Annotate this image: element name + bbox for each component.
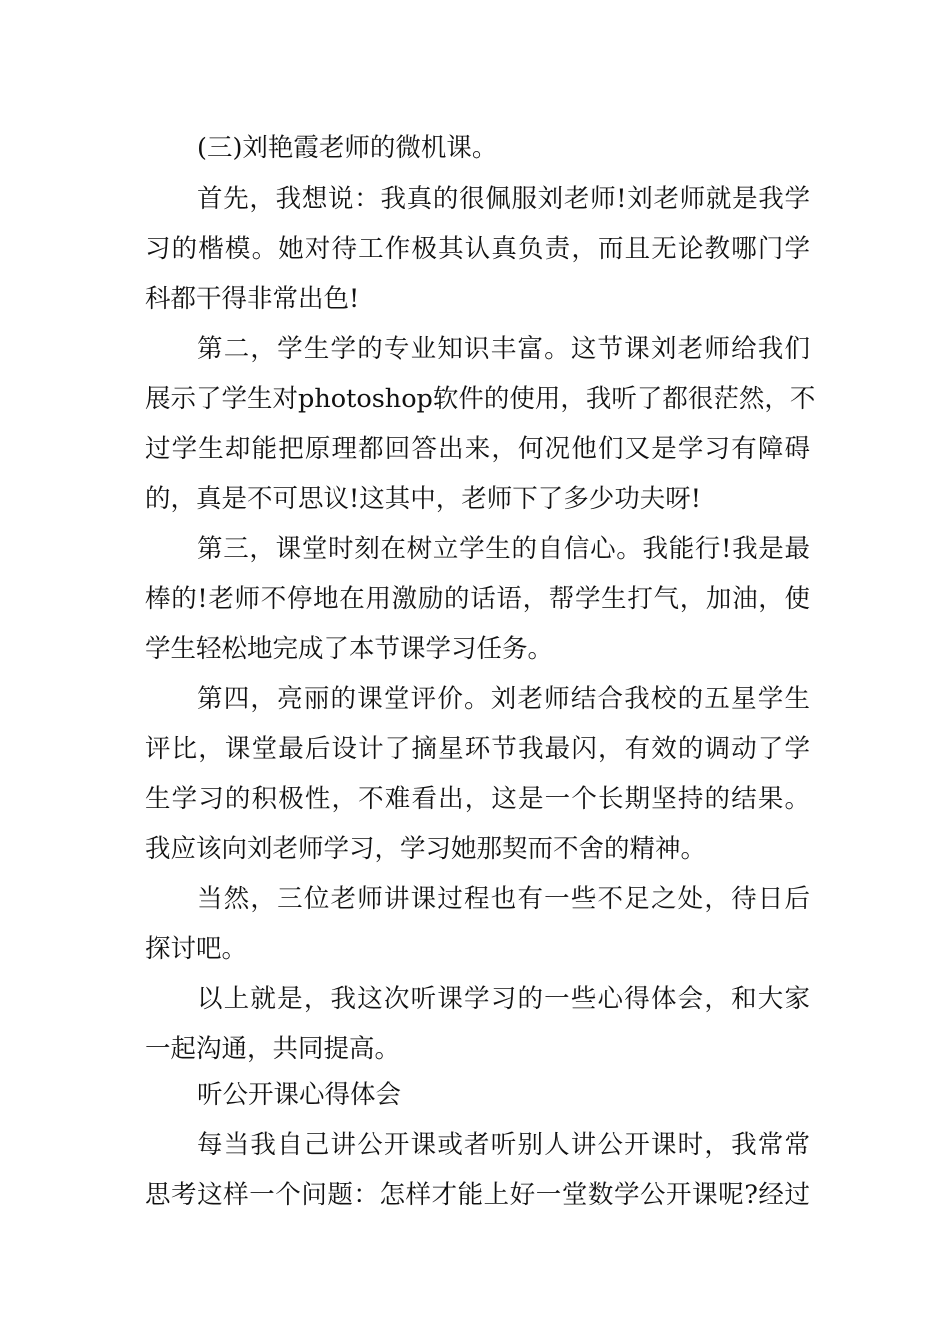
paragraph-line: 展示了学生对photoshop软件的使用，我听了都很茫然，不 [145, 384, 816, 414]
paragraph-line: 思考这样一个问题：怎样才能上好一堂数学公开课呢?经过 [145, 1180, 810, 1210]
paragraph-line: 生学习的积极性，不难看出，这是一个长期坚持的结果。 [145, 784, 810, 814]
paragraph-line: 首先，我想说：我真的很佩服刘老师!刘老师就是我学 [197, 184, 810, 214]
paragraph-line: 过学生却能把原理都回答出来，何况他们又是学习有障碍 [145, 434, 810, 464]
paragraph-line: 第三，课堂时刻在树立学生的自信心。我能行!我是最 [197, 534, 810, 564]
paragraph-line: 的，真是不可思议!这其中，老师下了多少功夫呀! [145, 484, 701, 514]
paragraph-line: 探讨吧。 [145, 934, 248, 964]
paragraph-line: 第四，亮丽的课堂评价。刘老师结合我校的五星学生 [197, 684, 810, 714]
paragraph-line: 第二，学生学的专业知识丰富。这节课刘老师给我们 [197, 334, 810, 364]
paragraph-line: 以上就是，我这次听课学习的一些心得体会，和大家 [197, 984, 810, 1014]
paragraph-line: 我应该向刘老师学习，学习她那契而不舍的精神。 [145, 834, 707, 864]
paragraph-line: 习的楷模。她对待工作极其认真负责，而且无论教哪门学 [145, 234, 810, 264]
section-heading: (三)刘艳霞老师的微机课。 [197, 133, 498, 163]
paragraph-line: 评比，课堂最后设计了摘星环节我最闪，有效的调动了学 [145, 734, 810, 764]
paragraph-line: 当然，三位老师讲课过程也有一些不足之处，待日后 [197, 884, 810, 914]
section-title: 听公开课心得体会 [197, 1080, 402, 1110]
paragraph-line: 每当我自己讲公开课或者听别人讲公开课时，我常常 [197, 1130, 810, 1160]
paragraph-line: 科都干得非常出色! [145, 284, 360, 314]
paragraph-line: 一起沟通，共同提高。 [145, 1034, 401, 1064]
paragraph-line: 棒的!老师不停地在用激励的话语，帮学生打气，加油，使 [145, 584, 810, 614]
paragraph-line: 学生轻松地完成了本节课学习任务。 [145, 634, 554, 664]
